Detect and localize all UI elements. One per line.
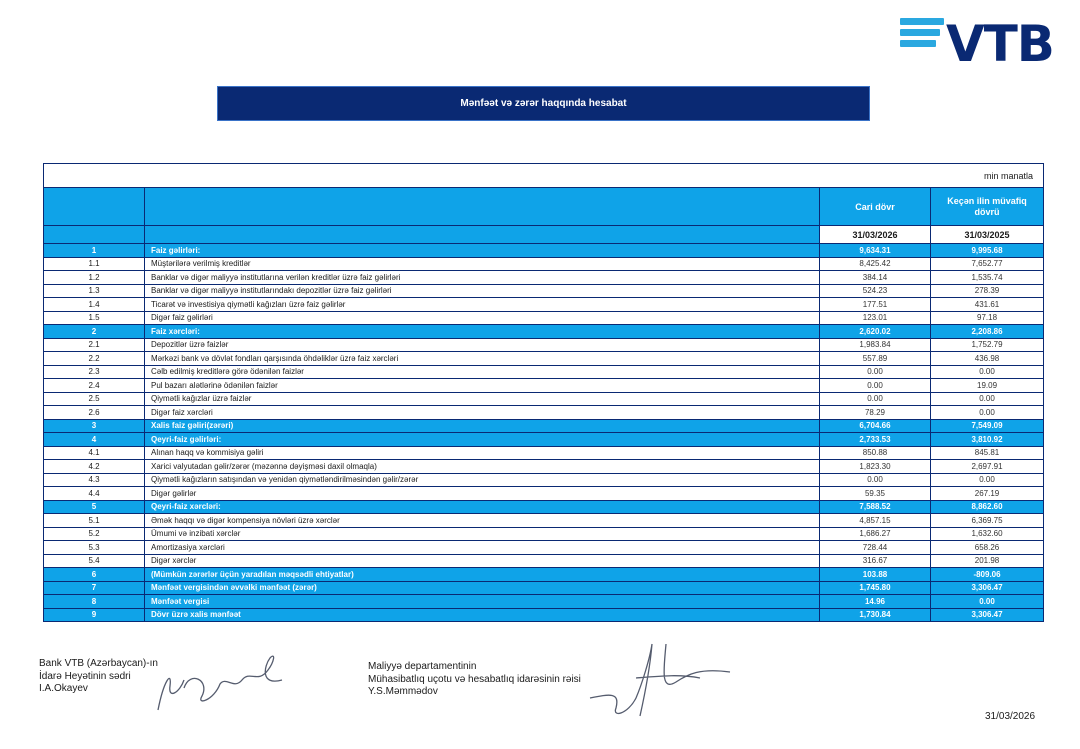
row-previous-value: 267.19	[931, 487, 1044, 501]
row-label: Digər faiz gəlirləri	[145, 311, 820, 325]
row-label: Digər xərclər	[145, 554, 820, 568]
row-current-value: 6,704.66	[820, 419, 931, 433]
row-label: Xalis faiz gəliri(zərəri)	[145, 419, 820, 433]
row-number: 5.3	[44, 541, 145, 555]
row-number: 5.2	[44, 527, 145, 541]
row-number: 1.4	[44, 298, 145, 312]
row-previous-value: 8,862.60	[931, 500, 1044, 514]
row-previous-value: 0.00	[931, 473, 1044, 487]
row-current-value: 78.29	[820, 406, 931, 420]
row-number: 2	[44, 325, 145, 339]
header-previous-date: 31/03/2025	[931, 226, 1044, 244]
row-previous-value: 0.00	[931, 595, 1044, 609]
row-label: Dövr üzrə xalis mənfəət	[145, 608, 820, 622]
section-row	[44, 595, 1044, 609]
row-number: 1.2	[44, 271, 145, 285]
row-current-value: 14.96	[820, 595, 931, 609]
row-number: 2.3	[44, 365, 145, 379]
table-row	[44, 257, 1044, 271]
signatory-middle-name: Y.S.Məmmədov	[368, 686, 438, 697]
row-label: Müştərilərə verilmiş kreditlər	[145, 257, 820, 271]
row-label: Digər faiz xərcləri	[145, 406, 820, 420]
row-previous-value: 0.00	[931, 392, 1044, 406]
header-blank-cell	[44, 226, 145, 244]
row-label: Xarici valyutadan gəlir/zərər (məzənnə dəyişməsi daxil olmaqla)	[145, 460, 820, 474]
table-row	[44, 541, 1044, 555]
row-number: 2.2	[44, 352, 145, 366]
row-current-value: 1,983.84	[820, 338, 931, 352]
table-row	[44, 527, 1044, 541]
row-label: Qiymətli kağızların satışından və yenidən qiymətləndirilməsindən gəlir/zərər	[145, 473, 820, 487]
section-row	[44, 325, 1044, 339]
row-label: Pul bazarı alətlərinə ödənilən faizlər	[145, 379, 820, 393]
row-current-value: 0.00	[820, 392, 931, 406]
row-previous-value: 2,697.91	[931, 460, 1044, 474]
table-row	[44, 271, 1044, 285]
table-row	[44, 338, 1044, 352]
row-previous-value: 1,535.74	[931, 271, 1044, 285]
row-label: Qiymətli kağızlar üzrə faizlər	[145, 392, 820, 406]
signatory-left	[39, 658, 158, 696]
row-previous-value: 3,306.47	[931, 581, 1044, 595]
row-previous-value: 845.81	[931, 446, 1044, 460]
row-current-value: 177.51	[820, 298, 931, 312]
signatory-middle	[368, 661, 581, 699]
row-number: 4.1	[44, 446, 145, 460]
row-label: Ticarət və investisiya qiymətli kağızları üzrə faiz gəlirlər	[145, 298, 820, 312]
row-label: Faiz gəlirləri:	[145, 244, 820, 258]
header-current-period: Cari dövr	[820, 188, 931, 226]
signatory-left-org: Bank VTB (Azərbaycan)-ın	[39, 658, 158, 669]
row-label: Faiz xərcləri:	[145, 325, 820, 339]
row-label: Cəlb edilmiş kreditlərə görə ödənilən faizlər	[145, 365, 820, 379]
row-current-value: 4,857.15	[820, 514, 931, 528]
logo-stripes-icon	[900, 18, 944, 51]
signatory-middle-position: Mühasibatlıq uçotu və hesabatlıq idarəsinin rəisi	[368, 673, 581, 685]
row-number: 1.1	[44, 257, 145, 271]
row-number: 6	[44, 568, 145, 582]
row-current-value: 0.00	[820, 379, 931, 393]
row-label: Alınan haqq və kommisiya gəliri	[145, 446, 820, 460]
row-number: 4.4	[44, 487, 145, 501]
row-previous-value: 431.61	[931, 298, 1044, 312]
header-current-date: 31/03/2026	[820, 226, 931, 244]
signatory-middle-dept: Maliyyə departamentinin	[368, 661, 477, 672]
header-no-cell	[44, 188, 145, 226]
row-previous-value: 7,549.09	[931, 419, 1044, 433]
signature-left-icon	[150, 640, 290, 718]
vtb-logo	[898, 14, 1053, 74]
row-current-value: 9,634.31	[820, 244, 931, 258]
row-current-value: 0.00	[820, 365, 931, 379]
row-previous-value: 0.00	[931, 406, 1044, 420]
row-label: Amortizasiya xərcləri	[145, 541, 820, 555]
row-previous-value: 2,208.86	[931, 325, 1044, 339]
section-row	[44, 608, 1044, 622]
row-number: 1.5	[44, 311, 145, 325]
row-previous-value: 658.26	[931, 541, 1044, 555]
row-previous-value: -809.06	[931, 568, 1044, 582]
section-row	[44, 568, 1044, 582]
row-label: Ümumi və inzibati xərclər	[145, 527, 820, 541]
table-row	[44, 298, 1044, 312]
row-label: (Mümkün zərərlər üçün yaradılan məqsədli ehtiyatlar)	[145, 568, 820, 582]
row-previous-value: 436.98	[931, 352, 1044, 366]
section-row	[44, 419, 1044, 433]
table-row	[44, 406, 1044, 420]
table-row	[44, 311, 1044, 325]
row-number: 3	[44, 419, 145, 433]
row-number: 9	[44, 608, 145, 622]
row-current-value: 1,823.30	[820, 460, 931, 474]
row-current-value: 0.00	[820, 473, 931, 487]
header-label-cell	[145, 188, 820, 226]
table-row	[44, 379, 1044, 393]
row-current-value: 103.88	[820, 568, 931, 582]
row-number: 2.1	[44, 338, 145, 352]
row-number: 4.3	[44, 473, 145, 487]
header-blank-cell	[145, 226, 820, 244]
row-current-value: 1,686.27	[820, 527, 931, 541]
row-previous-value: 97.18	[931, 311, 1044, 325]
row-previous-value: 201.98	[931, 554, 1044, 568]
logo-wordmark: VTB	[946, 15, 1054, 73]
header-previous-period: Keçən ilin müvafiq dövrü	[931, 188, 1044, 226]
row-number: 1.3	[44, 284, 145, 298]
row-number: 2.6	[44, 406, 145, 420]
row-number: 5.4	[44, 554, 145, 568]
table-row	[44, 392, 1044, 406]
row-current-value: 1,745.80	[820, 581, 931, 595]
row-number: 4	[44, 433, 145, 447]
row-current-value: 8,425.42	[820, 257, 931, 271]
row-current-value: 123.01	[820, 311, 931, 325]
row-label: Mənfəət vergisindən əvvəlki mənfəət (zərər)	[145, 581, 820, 595]
table-row	[44, 446, 1044, 460]
row-label: Qeyri-faiz xərcləri:	[145, 500, 820, 514]
row-previous-value: 278.39	[931, 284, 1044, 298]
row-previous-value: 3,810.92	[931, 433, 1044, 447]
table-row	[44, 352, 1044, 366]
report-title: Mənfəət və zərər haqqında hesabat	[217, 86, 870, 121]
table-row	[44, 554, 1044, 568]
row-previous-value: 1,752.79	[931, 338, 1044, 352]
signatory-left-position: İdarə Heyətinin sədri	[39, 670, 131, 682]
row-label: Qeyri-faiz gəlirləri:	[145, 433, 820, 447]
row-current-value: 524.23	[820, 284, 931, 298]
income-statement-table	[43, 163, 1044, 622]
row-number: 8	[44, 595, 145, 609]
row-previous-value: 1,632.60	[931, 527, 1044, 541]
row-current-value: 59.35	[820, 487, 931, 501]
row-previous-value: 7,652.77	[931, 257, 1044, 271]
row-label: Digər gəlirlər	[145, 487, 820, 501]
row-current-value: 557.89	[820, 352, 931, 366]
row-current-value: 316.67	[820, 554, 931, 568]
table-row	[44, 365, 1044, 379]
row-previous-value: 6,369.75	[931, 514, 1044, 528]
row-number: 1	[44, 244, 145, 258]
footer-date: 31/03/2026	[985, 711, 1036, 722]
row-number: 5.1	[44, 514, 145, 528]
row-current-value: 1,730.84	[820, 608, 931, 622]
row-number: 7	[44, 581, 145, 595]
unit-label: min manatla	[44, 164, 1044, 188]
table-row	[44, 284, 1044, 298]
row-label: Mərkəzi bank və dövlət fondları qarşısında öhdəliklər üzrə faiz xərcləri	[145, 352, 820, 366]
row-previous-value: 9,995.68	[931, 244, 1044, 258]
row-current-value: 384.14	[820, 271, 931, 285]
row-previous-value: 19.09	[931, 379, 1044, 393]
row-previous-value: 0.00	[931, 365, 1044, 379]
row-current-value: 7,588.52	[820, 500, 931, 514]
row-label: Depozitlər üzrə faizlər	[145, 338, 820, 352]
row-current-value: 2,620.02	[820, 325, 931, 339]
row-current-value: 2,733.53	[820, 433, 931, 447]
row-current-value: 728.44	[820, 541, 931, 555]
row-number: 5	[44, 500, 145, 514]
row-number: 2.4	[44, 379, 145, 393]
row-label: Banklar və digər maliyyə institutlarındakı depozitlər üzrə faiz gəlirləri	[145, 284, 820, 298]
row-current-value: 850.88	[820, 446, 931, 460]
row-number: 4.2	[44, 460, 145, 474]
row-label: Banklar və digər maliyyə institutlarına verilən kreditlər üzrə faiz gəlirləri	[145, 271, 820, 285]
row-number: 2.5	[44, 392, 145, 406]
table-row	[44, 473, 1044, 487]
table-row	[44, 460, 1044, 474]
section-row	[44, 244, 1044, 258]
signatory-left-name: I.A.Okayev	[39, 683, 88, 694]
row-label: Mənfəət vergisi	[145, 595, 820, 609]
row-previous-value: 3,306.47	[931, 608, 1044, 622]
section-row	[44, 581, 1044, 595]
table-row	[44, 514, 1044, 528]
table-row	[44, 487, 1044, 501]
row-label: Əmək haqqı və digər kompensiya növləri üzrə xərclər	[145, 514, 820, 528]
section-row	[44, 433, 1044, 447]
section-row	[44, 500, 1044, 514]
signature-middle-icon	[580, 638, 740, 722]
